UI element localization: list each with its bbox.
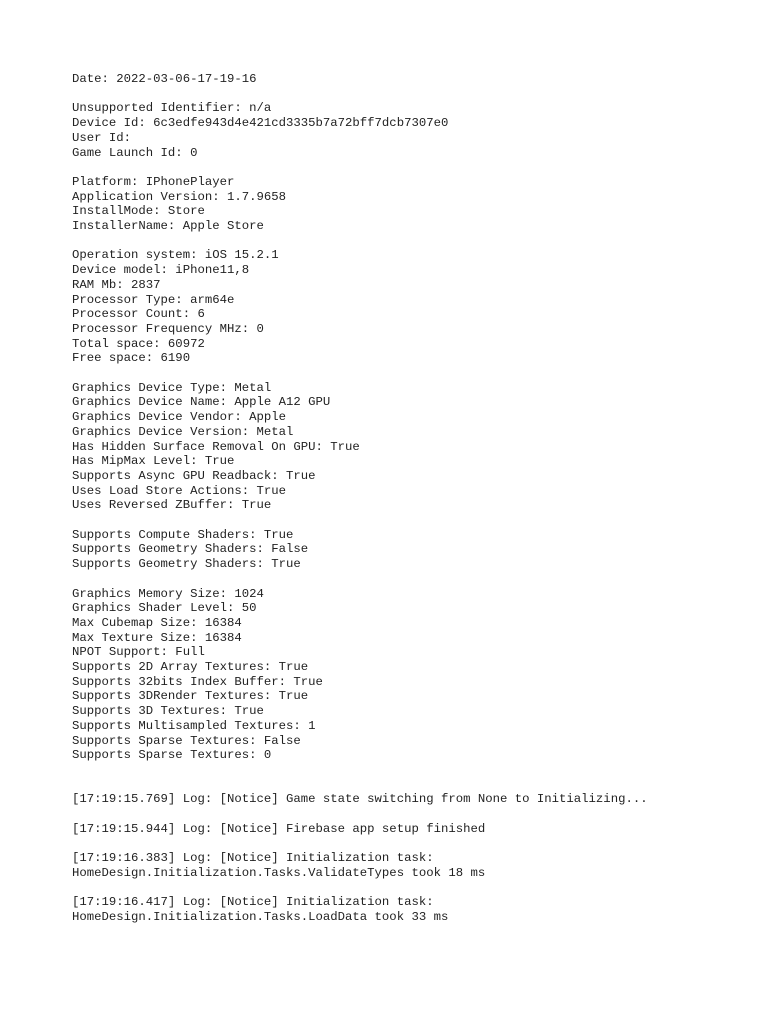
log-line: [17:19:16.383] Log: [Notice] Initialization task: bbox=[72, 851, 434, 866]
installer-name-line: InstallerName: Apple Store bbox=[72, 219, 264, 233]
graphics-device-type-line: Graphics Device Type: Metal bbox=[72, 380, 272, 395]
log-entry bbox=[72, 851, 752, 880]
system-section bbox=[72, 248, 752, 366]
device-model-line: Device model: iPhone11,8 bbox=[72, 263, 250, 278]
graphics-memory-size-line: Graphics Memory Size: 1024 bbox=[72, 586, 264, 601]
npot-support-line: NPOT Support: Full bbox=[72, 645, 205, 660]
max-cubemap-size-line: Max Cubemap Size: 16384 bbox=[72, 615, 242, 630]
graphics-section bbox=[72, 381, 752, 513]
log-line-continuation: HomeDesign.Initialization.Tasks.LoadData took 33 ms bbox=[72, 909, 449, 924]
shaders-section bbox=[72, 528, 752, 572]
install-mode-line: InstallMode: Store bbox=[72, 204, 205, 219]
graphics-shader-level-line: Graphics Shader Level: 50 bbox=[72, 601, 257, 616]
3drender-textures-line: Supports 3DRender Textures: True bbox=[72, 689, 309, 704]
graphics-device-version-line: Graphics Device Version: Metal bbox=[72, 424, 294, 439]
sparse-textures-line-2: Supports Sparse Textures: 0 bbox=[72, 748, 272, 763]
log-entry bbox=[72, 822, 752, 837]
compute-shaders-line: Supports Compute Shaders: True bbox=[72, 527, 294, 542]
32bits-index-buffer-line: Supports 32bits Index Buffer: True bbox=[72, 674, 323, 689]
log-line: [17:19:15.769] Log: [Notice] Game state switching from None to Initializing... bbox=[72, 792, 648, 807]
date-line: Date: 2022-03-06-17-19-16 bbox=[72, 72, 257, 86]
3d-textures-line: Supports 3D Textures: True bbox=[72, 704, 264, 719]
platform-section bbox=[72, 175, 752, 234]
sparse-textures-line: Supports Sparse Textures: False bbox=[72, 733, 301, 748]
mipmax-level-line: Has MipMax Level: True bbox=[72, 454, 235, 469]
unsupported-identifier-line: Unsupported Identifier: n/a bbox=[72, 101, 272, 116]
log-document bbox=[72, 72, 752, 939]
hidden-surface-removal-line: Has Hidden Surface Removal On GPU: True bbox=[72, 439, 360, 454]
processor-type-line: Processor Type: arm64e bbox=[72, 292, 235, 307]
date-section bbox=[72, 72, 752, 87]
ram-line: RAM Mb: 2837 bbox=[72, 277, 161, 292]
log-line: [17:19:16.417] Log: [Notice] Initialization task: bbox=[72, 895, 434, 910]
2d-array-textures-line: Supports 2D Array Textures: True bbox=[72, 660, 309, 675]
application-version-line: Application Version: 1.7.9658 bbox=[72, 189, 287, 204]
max-texture-size-line: Max Texture Size: 16384 bbox=[72, 630, 242, 645]
log-line-continuation: HomeDesign.Initialization.Tasks.ValidateTypes took 18 ms bbox=[72, 865, 486, 880]
graphics-device-vendor-line: Graphics Device Vendor: Apple bbox=[72, 410, 287, 425]
device-id-line: Device Id: 6c3edfe943d4e421cd3335b7a72bff7dcb7307e0 bbox=[72, 116, 449, 131]
identity-section bbox=[72, 101, 752, 160]
async-gpu-readback-line: Supports Async GPU Readback: True bbox=[72, 468, 316, 483]
game-launch-id-line: Game Launch Id: 0 bbox=[72, 145, 198, 160]
platform-line: Platform: IPhonePlayer bbox=[72, 174, 235, 189]
log-entry bbox=[72, 792, 752, 807]
graphics-device-name-line: Graphics Device Name: Apple A12 GPU bbox=[72, 395, 331, 410]
memory-section bbox=[72, 587, 752, 763]
free-space-line: Free space: 6190 bbox=[72, 351, 191, 366]
reversed-zbuffer-line: Uses Reversed ZBuffer: True bbox=[72, 498, 272, 513]
total-space-line: Total space: 60972 bbox=[72, 336, 205, 351]
log-entry bbox=[72, 895, 752, 924]
log-line: [17:19:15.944] Log: [Notice] Firebase app setup finished bbox=[72, 821, 486, 836]
geometry-shaders-line: Supports Geometry Shaders: False bbox=[72, 542, 309, 557]
multisampled-textures-line: Supports Multisampled Textures: 1 bbox=[72, 718, 316, 733]
processor-count-line: Processor Count: 6 bbox=[72, 307, 205, 322]
user-id-line: User Id: bbox=[72, 130, 132, 145]
section-gap bbox=[72, 778, 752, 793]
load-store-actions-line: Uses Load Store Actions: True bbox=[72, 483, 287, 498]
geometry-shaders-line-2: Supports Geometry Shaders: True bbox=[72, 557, 301, 572]
operation-system-line: Operation system: iOS 15.2.1 bbox=[72, 248, 279, 263]
processor-frequency-line: Processor Frequency MHz: 0 bbox=[72, 321, 264, 336]
